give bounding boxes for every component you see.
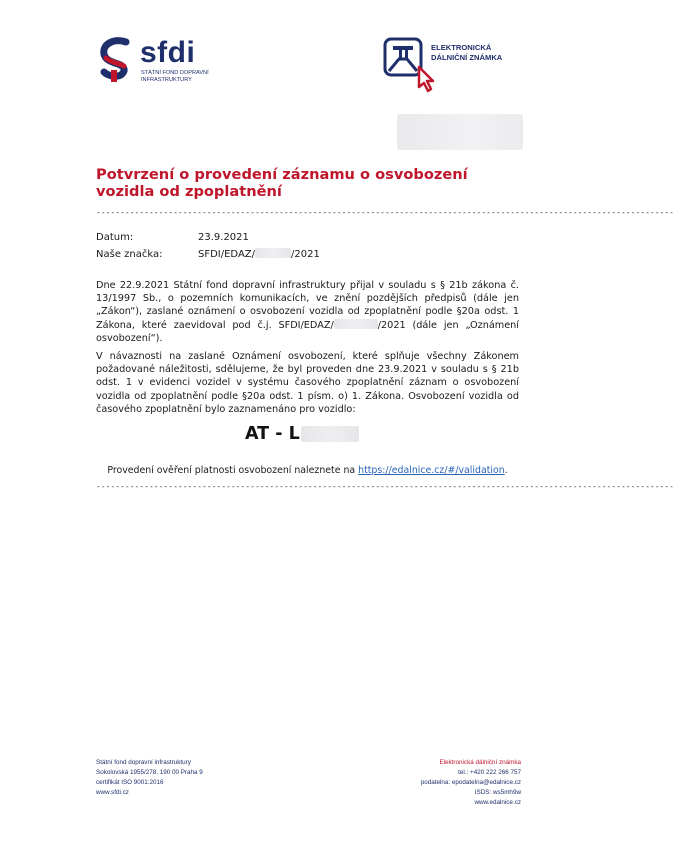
validation-text: Provedení ověření platnosti osvobození naleznete na bbox=[107, 465, 359, 476]
footer-left-line: Sokolovská 1955/278, 190 00 Praha 9 bbox=[96, 769, 203, 776]
footer-right-line: podatelna: epodatelna@edalnice.cz bbox=[420, 779, 521, 786]
redacted-reference-number bbox=[255, 248, 291, 258]
validation-link[interactable]: https://edalnice.cz/#/validation bbox=[358, 465, 505, 476]
plate-prefix: AT - L bbox=[245, 424, 300, 444]
edalnice-logo-line2: DÁLNIČNÍ ZNÁMKA bbox=[431, 53, 503, 62]
vehicle-plate bbox=[245, 424, 359, 444]
footer-left-line: certifikát ISO 9001:2016 bbox=[96, 779, 164, 786]
date-label: Datum: bbox=[96, 232, 134, 243]
date-row bbox=[96, 229, 320, 246]
footer-right-line: tel.: +420 222 266 757 bbox=[458, 769, 521, 776]
footer-right-line: www.edalnice.cz bbox=[474, 799, 521, 806]
reference-prefix: SFDI/EDAZ/ bbox=[198, 249, 256, 260]
paragraph-receipt-text-a: Dne 22.9.2021 Státní fond dopravní infrastruktury přijal v souladu s § 21b zákona č. 13/1997 Sb., o pozemních komunikacích, ve znění pozdějších předpisů (dále jen „Zákon“), zaslané oznámení o osvobození vozidla od zpoplatnění podle §20a odst. 1 Zákona, které zaevidoval pod č.j. SFDI/EDAZ/ bbox=[96, 280, 519, 331]
redacted-plate-number bbox=[301, 426, 359, 442]
separator-bottom: ------------------------------------------------------------------------------------------------------------------------ bbox=[96, 482, 674, 491]
reference-suffix: /2021 bbox=[291, 249, 320, 260]
footer-sfdi-contact bbox=[96, 758, 203, 798]
footer-edalnice-contact bbox=[421, 758, 521, 808]
sfdi-s-mark-icon bbox=[96, 36, 136, 84]
paragraph-confirmation: V návaznosti na zaslané Oznámení osvobození, které splňuje všechny Zákonem požadované náležitosti, sdělujeme, že byl proveden dne 23.9.2021 v souladu s § 21b odst. 1 v evidenci vozidel v systému časového zpoplatnění záznam o osvobození vozidla od zpoplatnění podle §20a odst. 1 písm. o) 1. Zákona. Osvobození vozidla od časového zpoplatnění bylo zaznamenáno pro vozidlo: bbox=[96, 351, 519, 415]
reference-row bbox=[96, 246, 320, 263]
footer-right-line: ISDS: ws5mh9w bbox=[474, 789, 521, 796]
redacted-address-block bbox=[397, 114, 523, 150]
footer-right-line: Elektronická dálniční známka bbox=[439, 759, 521, 766]
sfdi-logo bbox=[96, 36, 226, 86]
footer-left-line: Státní fond dopravní infrastruktury bbox=[96, 759, 191, 766]
document-meta bbox=[96, 229, 320, 263]
footer-left-line: www.sfdi.cz bbox=[96, 789, 129, 796]
separator-top: ------------------------------------------------------------------------------------------------------------------------ bbox=[96, 208, 674, 217]
validation-end: . bbox=[504, 465, 508, 476]
paragraph-receipt bbox=[96, 279, 519, 345]
redacted-case-number bbox=[334, 319, 378, 329]
reference-value bbox=[198, 246, 320, 263]
document-title: Potvrzení o provedení záznamu o osvobození vozidla od zpoplatnění bbox=[96, 166, 468, 200]
paragraph-receipt-text-b: /2021 (dále jen „Oznámení osvobození“). bbox=[96, 319, 519, 344]
sfdi-logo-subtitle: STÁTNÍ FOND DOPRAVNÍ INFRASTRUKTURY bbox=[141, 70, 209, 83]
edalnice-logo-line1: ELEKTRONICKÁ bbox=[431, 43, 492, 52]
edalnice-logo-text bbox=[431, 43, 541, 63]
validation-note bbox=[96, 465, 519, 476]
date-value: 23.9.2021 bbox=[198, 232, 249, 243]
edalnice-logo bbox=[383, 37, 543, 97]
reference-label: Naše značka: bbox=[96, 249, 163, 260]
sfdi-logo-text: sfdi bbox=[140, 36, 196, 69]
